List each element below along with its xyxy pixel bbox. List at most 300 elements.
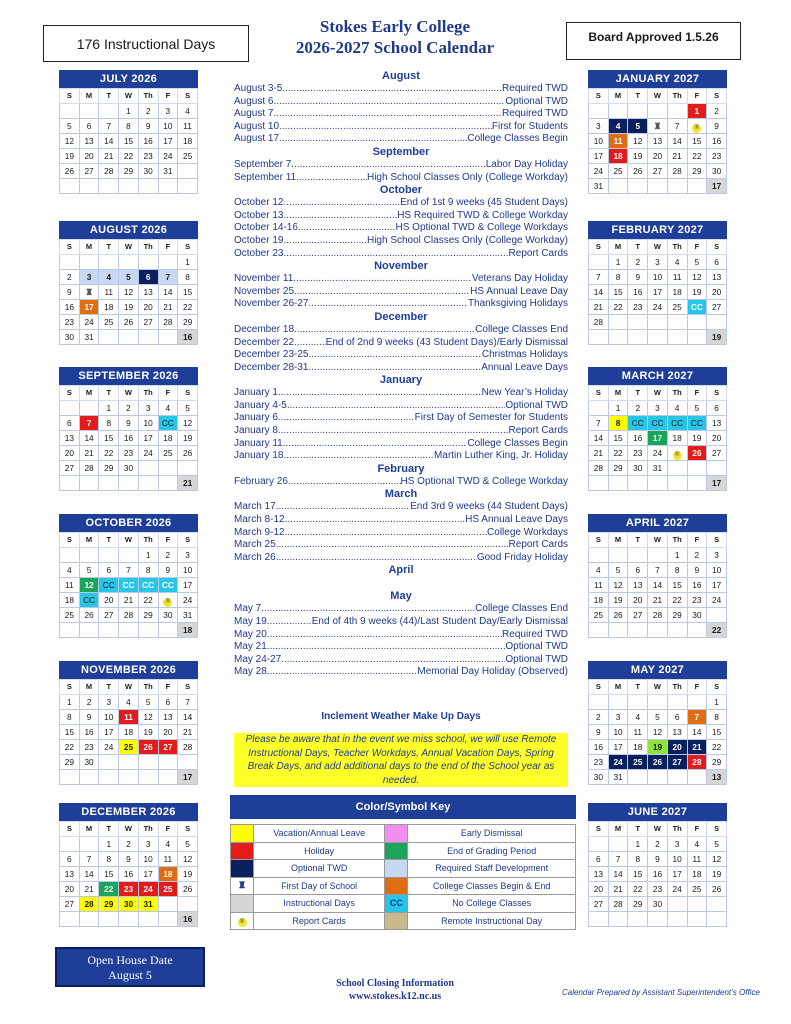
day-cell: 15	[119, 134, 139, 149]
day-cell: 4	[628, 710, 648, 725]
day-cell: 5	[60, 119, 80, 134]
day-cell: 6	[60, 852, 80, 867]
event-date: March 25	[234, 539, 276, 551]
weekday-header: S	[589, 822, 609, 837]
week-row	[589, 431, 727, 446]
dot-leader	[273, 108, 502, 121]
event-line	[234, 552, 568, 565]
event-date: May 24-27	[234, 653, 282, 665]
day-cell: 17	[178, 578, 198, 593]
week-row	[60, 770, 198, 785]
important-dates-list	[234, 70, 568, 679]
day-cell: 27	[667, 755, 687, 770]
day-cell: 28	[79, 461, 99, 476]
day-cell: 2	[119, 837, 139, 852]
day-cell: 12	[178, 416, 198, 431]
instructional-days-total: 22	[707, 623, 727, 638]
month-title: SEPTEMBER 2026	[59, 367, 198, 385]
month-calendar	[588, 514, 727, 638]
day-cell: 5	[178, 837, 198, 852]
weekday-header: S	[178, 386, 198, 401]
day-cell: 17	[79, 300, 99, 315]
school-closing-info	[290, 977, 500, 1003]
week-row	[60, 179, 198, 194]
day-cell	[60, 912, 80, 927]
key-row	[231, 895, 576, 913]
event-description: End 3rd 9 weeks (44 Student Days)	[410, 501, 568, 513]
week-row	[589, 401, 727, 416]
day-cell	[138, 461, 158, 476]
event-description: New Year’s Holiday	[481, 387, 568, 399]
weekday-header: T	[628, 533, 648, 548]
month-calendar	[59, 70, 198, 194]
day-cell: 22	[99, 446, 119, 461]
month-calendar	[588, 221, 727, 345]
event-date: December 28-31	[234, 361, 309, 373]
day-cell: 6	[60, 416, 80, 431]
day-cell: 1	[138, 548, 158, 563]
event-date: May 28	[234, 666, 267, 678]
day-cell: 28	[79, 897, 99, 912]
week-row	[60, 695, 198, 710]
key-label: Holiday	[254, 842, 385, 860]
day-cell: 6	[707, 255, 727, 270]
key-title: Color/Symbol Key	[230, 795, 576, 819]
day-cell: 6	[589, 852, 609, 867]
board-approved-box	[566, 22, 741, 60]
day-cell: 15	[178, 285, 198, 300]
event-date: November 11	[234, 273, 294, 285]
day-cell: 17	[158, 134, 178, 149]
report-card-icon	[667, 446, 687, 461]
day-cell: 1	[687, 104, 707, 119]
week-row	[589, 837, 727, 852]
weekday-header: S	[707, 240, 727, 255]
day-cell: 21	[687, 740, 707, 755]
day-cell	[707, 608, 727, 623]
day-cell: 12	[119, 285, 139, 300]
day-cell: 14	[178, 710, 198, 725]
weekday-header: F	[687, 240, 707, 255]
key-row	[231, 877, 576, 895]
event-date: October 12	[234, 197, 284, 209]
event-date: March 26	[234, 551, 276, 563]
month-title: JUNE 2027	[588, 803, 727, 821]
day-cell	[79, 104, 99, 119]
day-cell	[667, 104, 687, 119]
weekday-header: F	[158, 386, 178, 401]
key-label: First Day of School	[254, 877, 385, 895]
day-cell	[589, 912, 609, 927]
week-row	[60, 461, 198, 476]
weekday-header: S	[589, 680, 609, 695]
day-cell	[79, 255, 99, 270]
day-cell: 1	[99, 837, 119, 852]
instructional-days-total: 17	[707, 179, 727, 194]
day-cell: 3	[667, 837, 687, 852]
weekday-header: F	[158, 89, 178, 104]
day-cell: 5	[648, 710, 668, 725]
day-cell: 9	[628, 270, 648, 285]
day-cell: 17	[138, 867, 158, 882]
day-cell: 8	[608, 416, 628, 431]
day-cell: 22	[707, 740, 727, 755]
day-cell: 17	[667, 867, 687, 882]
week-row	[60, 563, 198, 578]
day-cell: 27	[158, 740, 178, 755]
day-cell	[628, 695, 648, 710]
week-row	[589, 285, 727, 300]
day-cell	[138, 476, 158, 491]
month-title: FEBRUARY 2027	[588, 221, 727, 239]
day-cell: 19	[687, 431, 707, 446]
day-cell: 3	[158, 104, 178, 119]
event-line	[234, 222, 568, 235]
day-cell: 18	[60, 593, 80, 608]
instructional-days-total: 19	[707, 330, 727, 345]
month-heading: January	[379, 374, 423, 387]
color-symbol-key	[230, 824, 576, 930]
event-date: January 18	[234, 450, 284, 462]
day-cell: 8	[99, 852, 119, 867]
day-cell	[667, 461, 687, 476]
day-cell: 1	[608, 401, 628, 416]
day-cell	[79, 770, 99, 785]
event-line	[234, 476, 568, 489]
month-calendar	[588, 661, 727, 785]
month-calendar	[59, 514, 198, 638]
event-description: High School Classes Only (College Workday)	[366, 234, 568, 246]
day-cell: 25	[158, 882, 178, 897]
day-cell	[687, 476, 707, 491]
weekday-header: S	[178, 89, 198, 104]
day-cell	[608, 330, 628, 345]
day-cell: 7	[648, 563, 668, 578]
day-cell: 28	[158, 315, 178, 330]
event-line	[234, 108, 568, 121]
weekday-header: W	[119, 386, 139, 401]
day-cell: 19	[687, 285, 707, 300]
day-cell: 4	[99, 270, 119, 285]
day-cell: 19	[628, 149, 648, 164]
day-cell	[589, 837, 609, 852]
event-date: May 7	[234, 603, 262, 615]
key-label: Report Cards	[254, 912, 385, 930]
week-row	[60, 401, 198, 416]
day-cell: 20	[79, 149, 99, 164]
weekday-header: W	[119, 240, 139, 255]
day-cell	[119, 623, 139, 638]
event-description: College Classes Begin	[467, 133, 568, 145]
month-calendar	[588, 70, 727, 194]
event-date: August 7	[234, 108, 274, 120]
dot-leader	[283, 438, 468, 451]
day-cell: 13	[60, 867, 80, 882]
event-date: May 20	[234, 628, 267, 640]
week-row	[589, 897, 727, 912]
month-title: OCTOBER 2026	[59, 514, 198, 532]
day-cell: 5	[707, 837, 727, 852]
day-cell: 7	[687, 710, 707, 725]
event-description: HS Optional TWD & College Workday	[400, 475, 568, 487]
key-label: Required Staff Development	[408, 860, 576, 878]
week-row	[60, 431, 198, 446]
event-date: November 25	[234, 285, 295, 297]
dot-leader	[291, 159, 485, 172]
day-cell: 13	[628, 578, 648, 593]
weekday-header: S	[707, 89, 727, 104]
day-cell: 15	[608, 431, 628, 446]
weekday-header: T	[99, 822, 119, 837]
day-cell: 29	[99, 897, 119, 912]
weekday-header: W	[648, 822, 668, 837]
event-description: College Classes End	[475, 603, 568, 615]
day-cell: 9	[687, 563, 707, 578]
weekday-header: S	[589, 240, 609, 255]
event-date: January 4-5	[234, 399, 287, 411]
week-row	[60, 852, 198, 867]
dot-leader	[298, 222, 396, 235]
event-date: September 7	[234, 158, 292, 170]
dot-leader	[294, 337, 326, 350]
day-cell: 12	[60, 134, 80, 149]
instructional-days-total: 16	[178, 912, 198, 927]
day-cell: 7	[589, 416, 609, 431]
weekday-header: S	[707, 680, 727, 695]
day-cell	[60, 255, 80, 270]
day-cell	[79, 548, 99, 563]
day-cell: 1	[707, 695, 727, 710]
day-cell	[138, 179, 158, 194]
report-card-symbol: ®	[238, 918, 247, 927]
key-label: No College Classes	[408, 895, 576, 913]
day-cell	[79, 623, 99, 638]
day-cell: 8	[99, 416, 119, 431]
event-description: Optional TWD	[505, 641, 568, 653]
day-cell: 21	[589, 300, 609, 315]
day-cell: 20	[707, 285, 727, 300]
event-line	[234, 387, 568, 400]
day-cell: 4	[119, 695, 139, 710]
week-row	[60, 164, 198, 179]
month-title: JULY 2026	[59, 70, 198, 88]
day-cell: 21	[589, 446, 609, 461]
day-cell	[589, 104, 609, 119]
weekday-header: Th	[667, 680, 687, 695]
day-cell	[99, 330, 119, 345]
week-row	[589, 149, 727, 164]
day-cell: 20	[60, 446, 80, 461]
day-cell: 27	[99, 608, 119, 623]
instructional-days-total: 16	[178, 330, 198, 345]
weekday-header: S	[707, 533, 727, 548]
day-cell: 9	[589, 725, 609, 740]
no-college-classes-symbol: CC	[385, 895, 408, 913]
day-cell: 18	[628, 740, 648, 755]
day-cell: 24	[589, 164, 609, 179]
day-cell: 21	[79, 882, 99, 897]
event-description: HS Annual Leave Days	[465, 514, 568, 526]
day-cell: 12	[628, 134, 648, 149]
day-cell: 22	[687, 149, 707, 164]
key-row	[231, 860, 576, 878]
day-cell: 4	[589, 563, 609, 578]
month-heading: December	[374, 310, 428, 323]
day-cell	[119, 548, 139, 563]
week-row	[589, 179, 727, 194]
inclement-title: Inclement Weather Make Up Days	[321, 711, 481, 722]
key-label: College Classes Begin & End	[408, 877, 576, 895]
day-cell: 5	[178, 401, 198, 416]
week-row	[589, 461, 727, 476]
day-cell: 2	[628, 401, 648, 416]
day-cell: 25	[608, 164, 628, 179]
day-cell: 2	[628, 255, 648, 270]
weekday-header: M	[608, 89, 628, 104]
day-cell: 2	[119, 401, 139, 416]
day-cell	[99, 770, 119, 785]
day-cell: 3	[79, 270, 99, 285]
day-cell	[158, 330, 178, 345]
weekday-header: M	[608, 533, 628, 548]
event-date: May 21	[234, 641, 267, 653]
day-cell: 4	[60, 563, 80, 578]
school-website-link[interactable]: www.stokes.k12.nc.us	[348, 991, 442, 1002]
weekday-header: T	[99, 240, 119, 255]
day-cell: 21	[608, 882, 628, 897]
dot-leader	[282, 83, 502, 96]
event-line	[234, 629, 568, 642]
day-cell: 29	[628, 897, 648, 912]
color-swatch	[385, 842, 408, 860]
event-line	[234, 349, 568, 362]
month-calendar	[588, 803, 727, 927]
day-cell: 14	[79, 867, 99, 882]
day-cell: 4	[158, 401, 178, 416]
week-row	[589, 255, 727, 270]
day-cell: 16	[589, 740, 609, 755]
weekday-header: F	[687, 89, 707, 104]
day-cell: 20	[99, 593, 119, 608]
day-cell: 23	[707, 149, 727, 164]
day-cell: 7	[79, 852, 99, 867]
weekday-header: M	[79, 89, 99, 104]
day-cell: 27	[589, 897, 609, 912]
weekday-header: F	[158, 240, 178, 255]
day-cell: 7	[79, 416, 99, 431]
weekday-header: T	[99, 533, 119, 548]
day-cell	[707, 912, 727, 927]
day-cell: 18	[667, 431, 687, 446]
day-cell: 30	[79, 755, 99, 770]
event-date: October 14-16	[234, 222, 298, 234]
report-card-icon	[231, 912, 254, 930]
day-cell	[608, 695, 628, 710]
day-cell: 30	[60, 330, 80, 345]
day-cell: 16	[687, 578, 707, 593]
event-date: August 10	[234, 120, 280, 132]
color-swatch	[385, 912, 408, 930]
day-cell	[667, 897, 687, 912]
week-row	[60, 897, 198, 912]
day-cell	[648, 179, 668, 194]
event-description: Labor Day Holiday	[485, 158, 568, 170]
day-cell: 7	[99, 119, 119, 134]
day-cell: 16	[79, 725, 99, 740]
week-row	[60, 882, 198, 897]
day-cell: 31	[178, 608, 198, 623]
day-cell	[707, 461, 727, 476]
day-cell	[707, 897, 727, 912]
event-description: Required TWD	[502, 628, 568, 640]
day-cell: 5	[608, 563, 628, 578]
day-cell: 22	[119, 149, 139, 164]
day-cell: 26	[687, 446, 707, 461]
dot-leader	[267, 616, 312, 629]
day-cell	[99, 912, 119, 927]
day-cell: 30	[119, 897, 139, 912]
weekday-header: M	[79, 822, 99, 837]
weekday-header: W	[648, 386, 668, 401]
day-cell	[589, 330, 609, 345]
day-cell: 14	[648, 578, 668, 593]
dot-leader	[308, 362, 481, 375]
day-cell	[79, 401, 99, 416]
day-cell	[60, 104, 80, 119]
day-cell: 23	[628, 446, 648, 461]
day-cell: 8	[628, 852, 648, 867]
event-date: December 22	[234, 336, 295, 348]
week-row	[60, 119, 198, 134]
week-row	[589, 134, 727, 149]
week-row	[60, 593, 198, 608]
event-description: Optional TWD	[505, 653, 568, 665]
day-cell: 19	[178, 867, 198, 882]
day-cell: CC	[79, 593, 99, 608]
day-cell: 9	[119, 852, 139, 867]
day-cell: 2	[138, 104, 158, 119]
day-cell: 6	[628, 563, 648, 578]
day-cell: 31	[158, 164, 178, 179]
day-cell: 5	[687, 401, 707, 416]
day-cell	[178, 755, 198, 770]
weekday-header: Th	[138, 822, 158, 837]
week-row	[589, 578, 727, 593]
weekday-header: F	[687, 822, 707, 837]
day-cell	[99, 755, 119, 770]
day-cell: 11	[119, 710, 139, 725]
day-cell: 8	[707, 710, 727, 725]
day-cell: 26	[628, 164, 648, 179]
day-cell: 26	[608, 608, 628, 623]
day-cell	[138, 623, 158, 638]
day-cell: 22	[99, 882, 119, 897]
day-cell	[60, 476, 80, 491]
day-cell: 4	[667, 255, 687, 270]
day-cell: 25	[60, 608, 80, 623]
day-cell: 29	[60, 755, 80, 770]
day-cell	[119, 476, 139, 491]
day-cell: 25	[178, 149, 198, 164]
day-cell: 16	[628, 431, 648, 446]
day-cell: 19	[138, 725, 158, 740]
event-description: End of 4th 9 weeks (44)/Last Student Day/Early Dismissal	[311, 616, 568, 627]
day-cell: 9	[60, 285, 80, 300]
week-row	[60, 548, 198, 563]
day-cell: 26	[138, 740, 158, 755]
day-cell: 24	[158, 149, 178, 164]
day-cell: 3	[648, 255, 668, 270]
